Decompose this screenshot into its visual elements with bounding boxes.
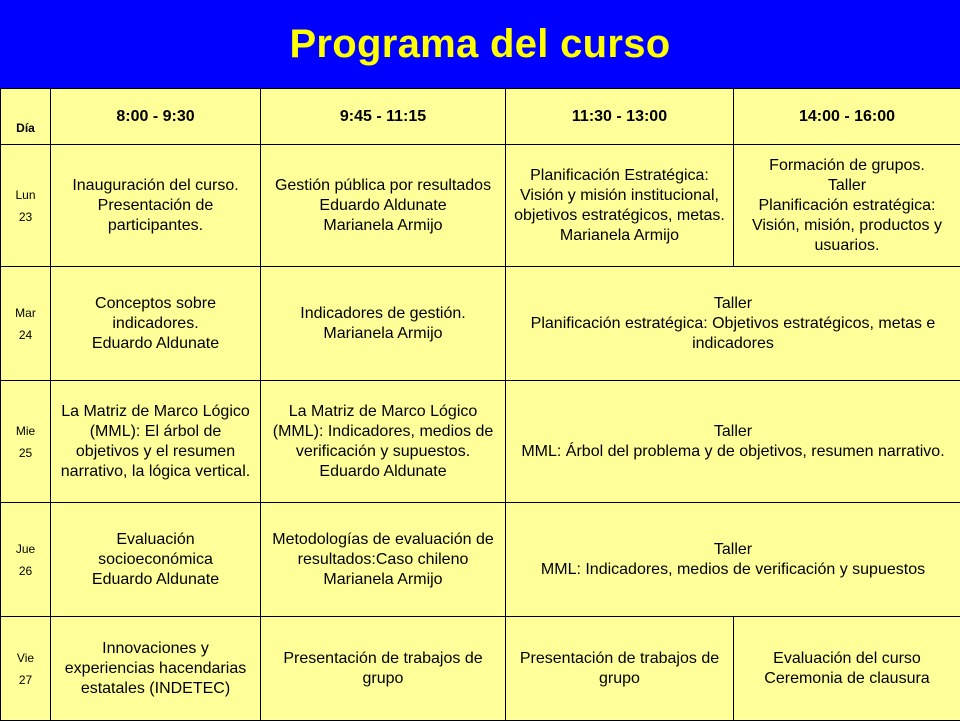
day-number: 24 xyxy=(7,324,44,346)
session-cell xyxy=(734,617,960,721)
session-text: Formación de grupos. xyxy=(740,156,954,176)
day-name: Mie xyxy=(7,420,44,442)
session-text: La Matriz de Marco Lógico (MML): Indicadores, medios de verificación y supuestos. xyxy=(267,402,499,462)
session-text: Presentación de participantes. xyxy=(57,196,254,236)
speaker-name: Eduardo Aldunate xyxy=(267,462,499,482)
merged-session-cell xyxy=(506,267,960,381)
schedule-table xyxy=(0,88,960,721)
day-number: 23 xyxy=(7,206,44,228)
session-text: Taller xyxy=(512,540,954,560)
session-text: Planificación Estratégica: Visión y misión institucional, objetivos estratégicos, metas. xyxy=(512,166,727,226)
day-name: Vie xyxy=(7,647,44,669)
header-row xyxy=(1,89,960,145)
session-text: Taller xyxy=(512,422,954,442)
speaker-name: Marianela Armijo xyxy=(267,216,499,236)
day-name: Mar xyxy=(7,302,44,324)
page-title: Programa del curso xyxy=(289,22,670,67)
session-text: Indicadores de gestión. xyxy=(267,304,499,324)
day-number: 25 xyxy=(7,442,44,464)
speaker-name: Marianela Armijo xyxy=(267,324,499,344)
session-cell xyxy=(51,267,261,381)
day-cell xyxy=(1,145,51,267)
session-text: Gestión pública por resultados xyxy=(267,176,499,196)
session-text: Conceptos sobre indicadores. xyxy=(57,294,254,334)
session-text: MML: Indicadores, medios de verificación y supuestos xyxy=(512,560,954,580)
speaker-name: Eduardo Aldunate xyxy=(57,570,254,590)
session-text: Ceremonia de clausura xyxy=(740,669,954,689)
day-cell xyxy=(1,503,51,617)
session-cell xyxy=(261,267,506,381)
session-cell xyxy=(261,381,506,503)
session-cell xyxy=(506,145,734,267)
title-bar xyxy=(0,0,960,88)
speaker-name: Marianela Armijo xyxy=(512,226,727,246)
merged-session-cell xyxy=(506,381,960,503)
session-text: Taller xyxy=(740,176,954,196)
day-name: Lun xyxy=(7,184,44,206)
day-cell xyxy=(1,617,51,721)
session-cell xyxy=(506,617,734,721)
day-number: 27 xyxy=(7,669,44,691)
speaker-name: Eduardo Aldunate xyxy=(57,334,254,354)
session-text: Presentación de trabajos de grupo xyxy=(512,649,727,689)
table-row xyxy=(1,145,960,267)
time-slot-header: 14:00 - 16:00 xyxy=(734,89,960,145)
table-row xyxy=(1,381,960,503)
session-cell xyxy=(51,503,261,617)
session-cell xyxy=(261,145,506,267)
time-slot-header: 8:00 - 9:30 xyxy=(51,89,261,145)
session-cell xyxy=(261,617,506,721)
table-row xyxy=(1,503,960,617)
day-number: 26 xyxy=(7,560,44,582)
speaker-name: Marianela Armijo xyxy=(267,570,499,590)
day-cell xyxy=(1,267,51,381)
session-text: Evaluación socioeconómica xyxy=(57,530,254,570)
session-cell xyxy=(51,381,261,503)
session-text: Taller xyxy=(512,294,954,314)
merged-session-cell xyxy=(506,503,960,617)
day-cell xyxy=(1,381,51,503)
session-cell xyxy=(51,145,261,267)
session-text: Innovaciones y experiencias hacendarias estatales (INDETEC) xyxy=(57,639,254,699)
session-text: Metodologías de evaluación de resultados:Caso chileno xyxy=(267,530,499,570)
session-text: La Matriz de Marco Lógico (MML): El árbol de objetivos y el resumen narrativo, la lógica vertical. xyxy=(57,402,254,482)
speaker-name: Eduardo Aldunate xyxy=(267,196,499,216)
day-name: Jue xyxy=(7,538,44,560)
session-text: MML: Árbol del problema y de objetivos, resumen narrativo. xyxy=(512,442,954,462)
session-text: Planificación estratégica: Objetivos estratégicos, metas e indicadores xyxy=(512,314,954,354)
session-text: Inauguración del curso. xyxy=(57,176,254,196)
table-row xyxy=(1,267,960,381)
time-slot-header: 11:30 - 13:00 xyxy=(506,89,734,145)
day-column-header: Día xyxy=(1,89,51,145)
session-text: Presentación de trabajos de grupo xyxy=(267,649,499,689)
session-text: Planificación estratégica: Visión, misión, productos y usuarios. xyxy=(740,196,954,256)
session-text: Evaluación del curso xyxy=(740,649,954,669)
time-slot-header: 9:45 - 11:15 xyxy=(261,89,506,145)
session-cell xyxy=(734,145,960,267)
session-cell xyxy=(51,617,261,721)
session-cell xyxy=(261,503,506,617)
table-row xyxy=(1,617,960,721)
